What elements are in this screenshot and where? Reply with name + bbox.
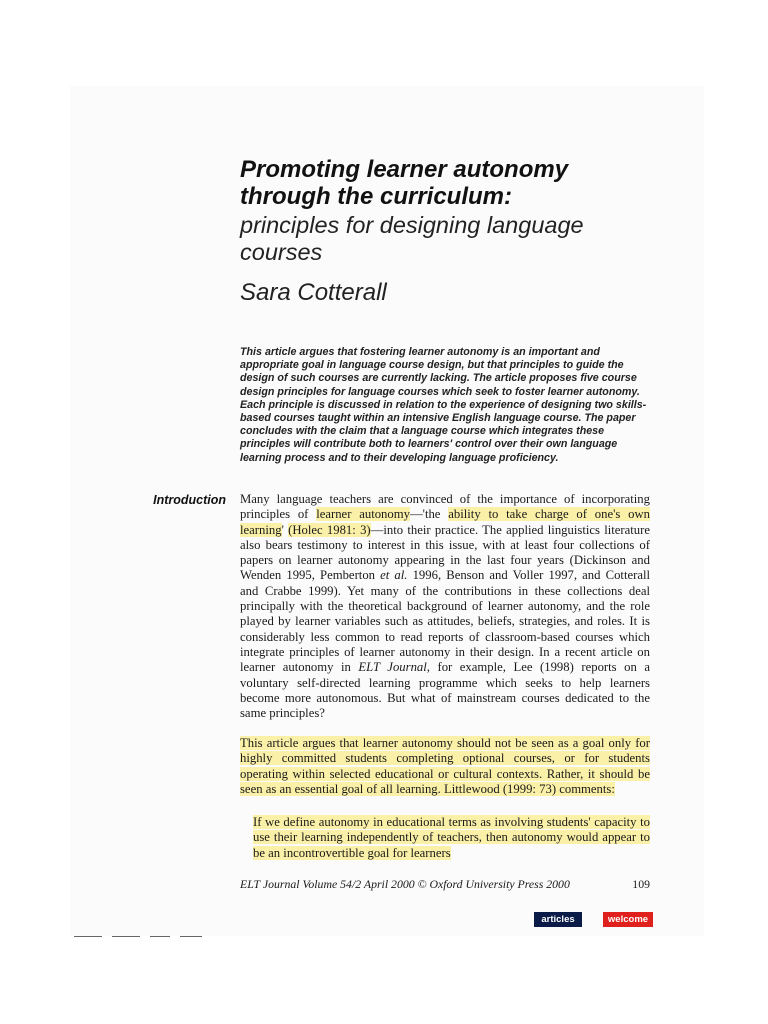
introduction-paragraph-1 — [240, 492, 650, 721]
dash — [74, 936, 102, 937]
highlight-run: ability to take charge of one's own learning — [240, 507, 650, 537]
italic-run: et al. — [380, 568, 408, 583]
section-heading-introduction: Introduction — [153, 493, 226, 507]
highlight-run: (Holec 1981: 3) — [288, 522, 371, 537]
text-run: —'the — [409, 507, 449, 522]
dash — [180, 936, 202, 937]
dash — [150, 936, 170, 937]
text-run: 1996, Benson and Voller 1997, and Cotterall and Crabbe 1999). Yet many of the contributions in these collections deal principally with the theoretical background of learner autonomy, and the role played by learner variables such as attitudes, beliefs, strategies, and roles. It is considerably less common to read reports of classroom-based courses which integrate principles of learner autonomy in their design. In a recent article on learner autonomy in — [240, 568, 651, 675]
page-number: 109 — [632, 877, 650, 891]
scan-artifact-dashes — [74, 931, 212, 940]
journal-footer — [240, 877, 650, 892]
introduction-paragraph-2 — [240, 736, 650, 797]
highlight-run: If we define autonomy in educational terms as involving students' capacity to use their learning independently of teachers, then autonomy would appear to be an incontrovertible goal for learners — [253, 815, 650, 860]
text-run: —into their practice. The applied linguistics literature also bears testimony to interest in this issue, with at least four collections of papers on learner autonomy appearing in the last four years (Dickinson and Wenden 1995, Pemberton — [240, 522, 650, 583]
block-quote — [253, 815, 650, 861]
article-author: Sara Cotterall — [240, 279, 387, 306]
journal-name: ELT Journal — [358, 660, 427, 675]
welcome-badge[interactable]: welcome — [603, 912, 653, 927]
articles-badge[interactable]: articles — [534, 912, 582, 927]
text-run: ' — [281, 522, 289, 537]
highlight-run: This article argues that learner autonomy should not be seen as a goal only for highly committed students completing optional courses, or for students operating within selected educational or cultural contexts. Rather, it should be seen as an essential goal of all learning. Littlewood (1999: 73) comments: — [240, 736, 650, 796]
text-run: , for example, Lee (1998) reports on a voluntary self-directed learning programme which seeks to help learners become more autonomous. But what of mainstream courses dedicated to the same principles? — [240, 660, 650, 721]
article-subtitle: principles for designing language courses — [240, 212, 584, 265]
text-run: Many language teachers are convinced of the importance of incorporating principles of — [240, 492, 650, 522]
highlight-run: learner autonomy — [316, 507, 410, 522]
journal-citation: ELT Journal Volume 54/2 April 2000 © Oxford University Press 2000 — [240, 877, 570, 891]
article-abstract: This article argues that fostering learner autonomy is an important and appropriate goal in language course design, but that principles to guide the design of such courses are currently lacking. The article proposes five course design principles for language courses which seek to foster learner autonomy. Each principle is discussed in relation to the experience of designing two skills-based courses taught within an intensive English language course. The paper concludes with the claim that a language course which integrates these principles will contribute both to learners' control over their own language learning process and to their developing language proficiency. — [240, 346, 647, 464]
dash — [112, 936, 140, 937]
article-title: Promoting learner autonomy through the curriculum: — [240, 156, 569, 210]
